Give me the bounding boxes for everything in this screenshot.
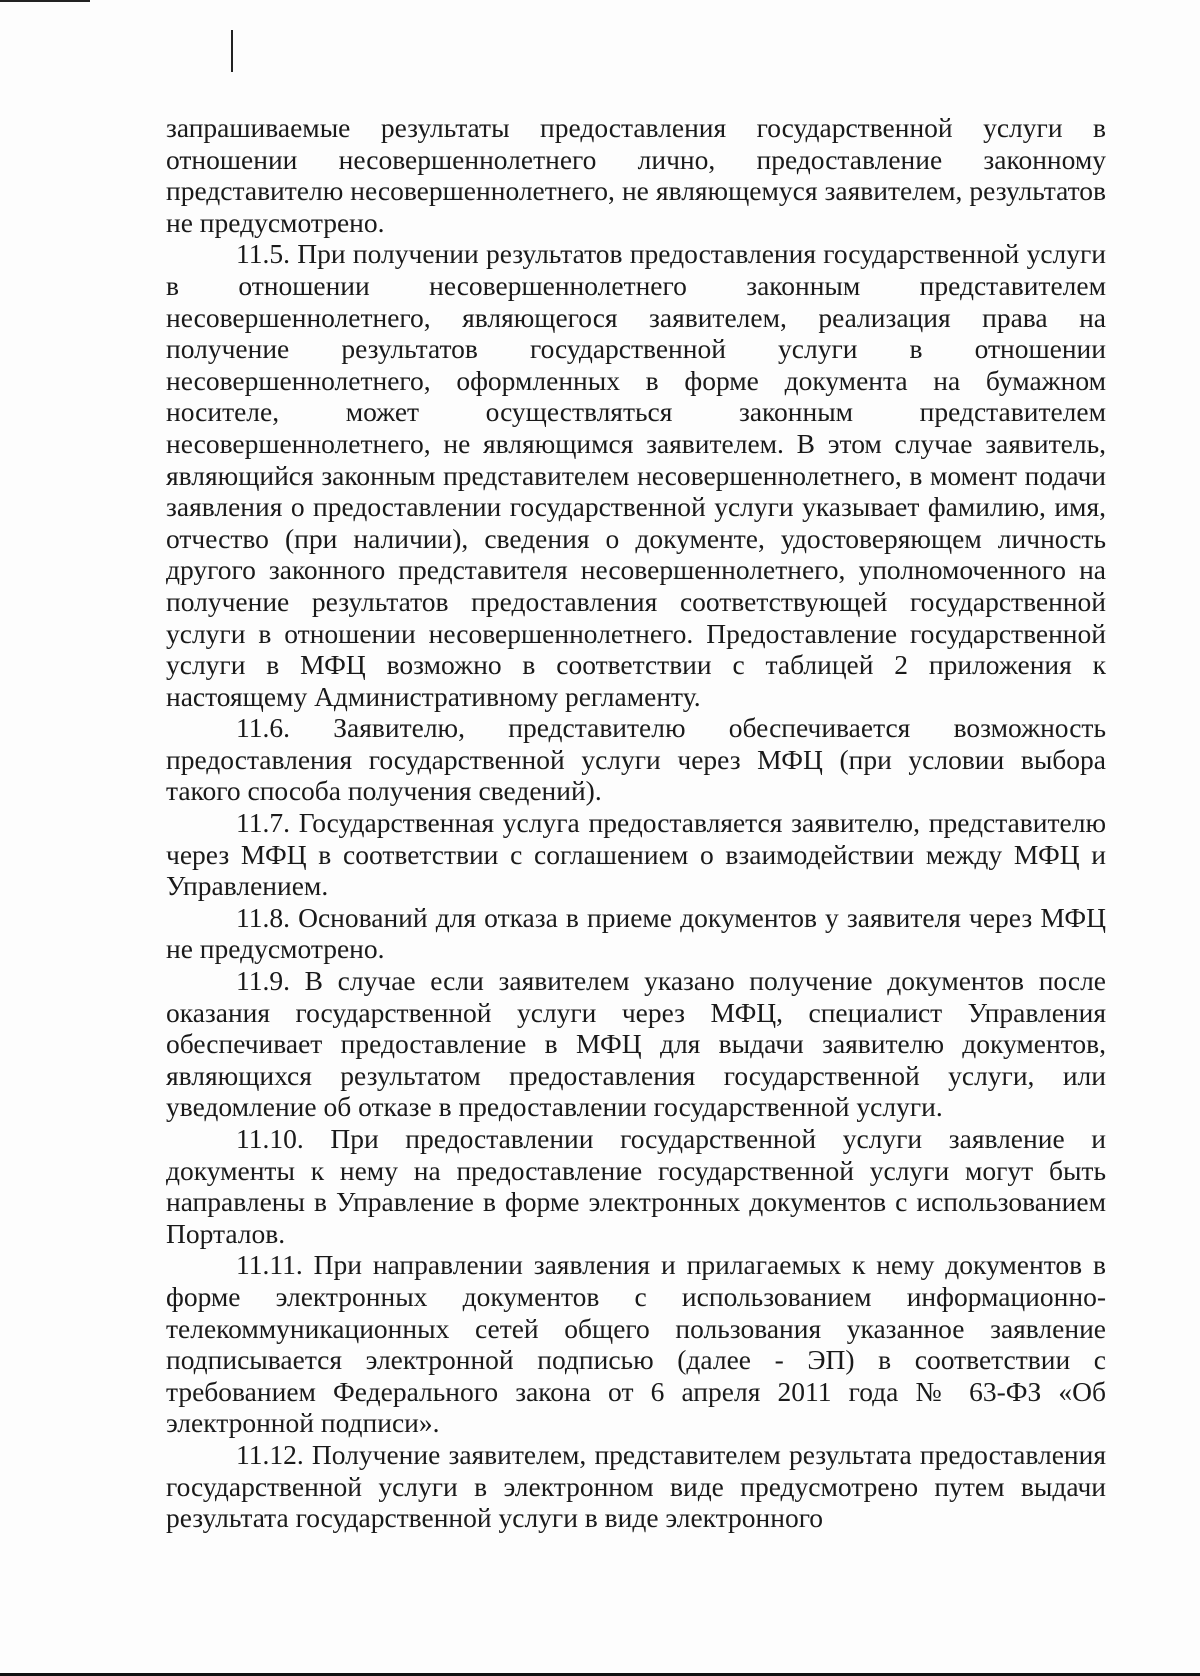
scan-edge-rule [0,0,90,2]
paragraph-11-11: 11.11. При направлении заявления и прилагаемых к нему документов в форме электронных документов с использованием информационно-телекоммуникационных сетей общего пользования указанное заявление подписывается электронной подписью (далее - ЭП) в соответствии с требованием Федерального закона от 6 апреля 2011 года № 63-ФЗ «Об электронной подписи». [166,1249,1106,1439]
document-body [166,112,1106,1534]
margin-mark [231,30,233,72]
paragraph-continuation: запрашиваемые результаты предоставления государственной услуги в отношении несовершеннолетнего лично, предоставление законному представителю несовершеннолетнего, не являющемуся заявителем, результатов не предусмотрено. [166,112,1106,238]
paragraph-11-10: 11.10. При предоставлении государственной услуги заявление и документы к нему на предоставление государственной услуги могут быть направлены в Управление в форме электронных документов с использованием Порталов. [166,1123,1106,1249]
paragraph-11-5: 11.5. При получении результатов предоставления государственной услуги в отношении несовершеннолетнего законным представителем несовершеннолетнего, являющегося заявителем, реализация права на получение результатов государственной услуги в отношении несовершеннолетнего, оформленных в форме документа на бумажном носителе, может осуществляться законным представителем несовершеннолетнего, не являющимся заявителем. В этом случае заявитель, являющийся законным представителем несовершеннолетнего, в момент подачи заявления о предоставлении государственной услуги указывает фамилию, имя, отчество (при наличии), сведения о документе, удостоверяющем личность другого законного представителя несовершеннолетнего, уполномоченного на получение результатов предоставления соответствующей государственной услуги в отношении несовершеннолетнего. Предоставление государственной услуги в МФЦ возможно в соответствии с таблицей 2 приложения к настоящему Административному регламенту. [166,238,1106,712]
paragraph-11-7: 11.7. Государственная услуга предоставляется заявителю, представителю через МФЦ в соответствии с соглашением о взаимодействии между МФЦ и Управлением. [166,807,1106,902]
paragraph-11-8: 11.8. Оснований для отказа в приеме документов у заявителя через МФЦ не предусмотрено. [166,901,1106,965]
paragraph-11-6: 11.6. Заявителю, представителю обеспечивается возможность предоставления государственной услуги через МФЦ (при условии выбора такого способа получения сведений). [166,712,1106,807]
paragraph-11-12: 11.12. Получение заявителем, представителем результата предоставления государственной услуги в электронном виде предусмотрено путем выдачи результата государственной услуги в виде электронного [166,1438,1106,1534]
paragraph-11-9: 11.9. В случае если заявителем указано получение документов после оказания государственной услуги через МФЦ, специалист Управления обеспечивает предоставление в МФЦ для выдачи заявителю документов, являющихся результатом предоставления государственной услуги, или уведомление об отказе в предоставлении государственной услуги. [166,965,1106,1123]
